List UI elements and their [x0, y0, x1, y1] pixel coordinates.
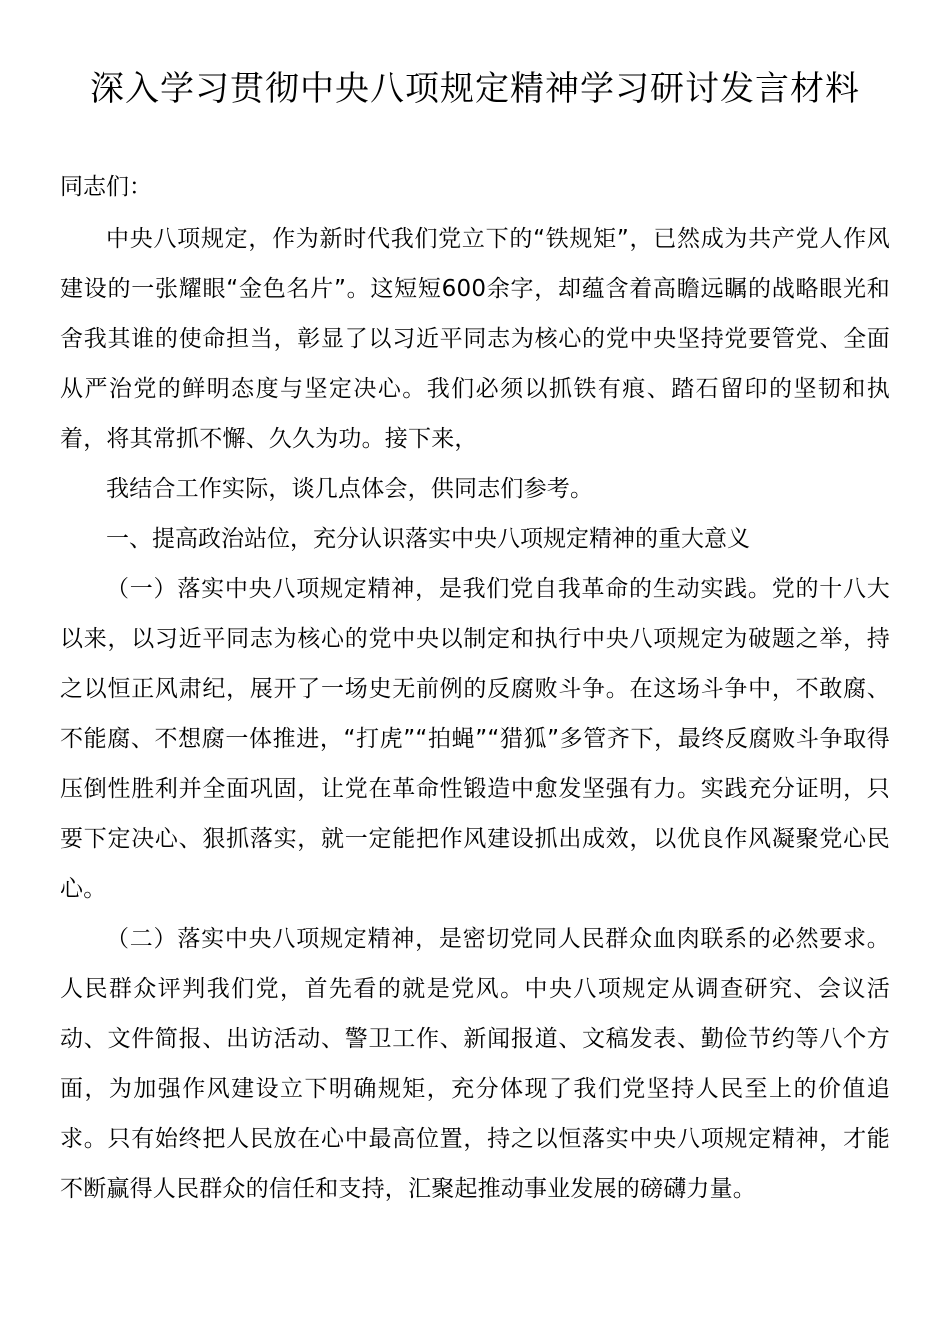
document-title: 深入学习贯彻中央八项规定精神学习研讨发言材料: [90, 69, 860, 109]
paragraph-point-2: （二）落实中央八项规定精神，是密切党同人民群众血肉联系的必然要求。人民群众评判我们党，首先看的就是党风。中央八项规定从调查研究、会议活动、文件简报、出访活动、警卫工作、新闻报道、文稿发表、勤俭节约等八个方面，为加强作风建设立下明确规矩，充分体现了我们党坚持人民至上的价值追求。只有始终把人民放在心中最高位置，持之以恒落实中央八项规定精神，才能不断赢得人民群众的信任和支持，汇聚起推动事业发展的磅礴力量。: [60, 926, 890, 1202]
paragraph-point-1: （一）落实中央八项规定精神，是我们党自我革命的生动实践。党的十八大以来，以习近平同志为核心的党中央以制定和执行中央八项规定为破题之举，持之以恒正风肃纪，展开了一场史无前例的反腐败斗争。在这场斗争中，不敢腐、不能腐、不想腐一体推进，“打虎”“拍蝇”“猎狐”多管齐下，最终反腐败斗争取得压倒性胜利并全面巩固，让党在革命性锻造中愈发坚强有力。实践充分证明，只要下定决心、狠抓落实，就一定能把作风建设抓出成效，以优良作风凝聚党心民心。: [60, 576, 890, 902]
salutation: 同志们：: [60, 174, 152, 200]
paragraph-transition: 我结合工作实际，谈几点体会，供同志们参考。: [106, 476, 594, 502]
section-heading-1: 一、提高政治站位，充分认识落实中央八项规定精神的重大意义: [106, 526, 750, 552]
paragraph-intro: 中央八项规定，作为新时代我们党立下的“铁规矩”，已然成为共产党人作风建设的一张耀眼“金色名片”。这短短600余字，却蕴含着高瞻远瞩的战略眼光和舍我其谁的使命担当，彰显了以习近平同志为核心的党中央坚持党要管党、全面从严治党的鲜明态度与坚定决心。我们必须以抓铁有痕、踏石留印的坚韧和执着，将其常抓不懈、久久为功。接下来，: [60, 226, 890, 452]
document-body: [60, 214, 890, 1214]
